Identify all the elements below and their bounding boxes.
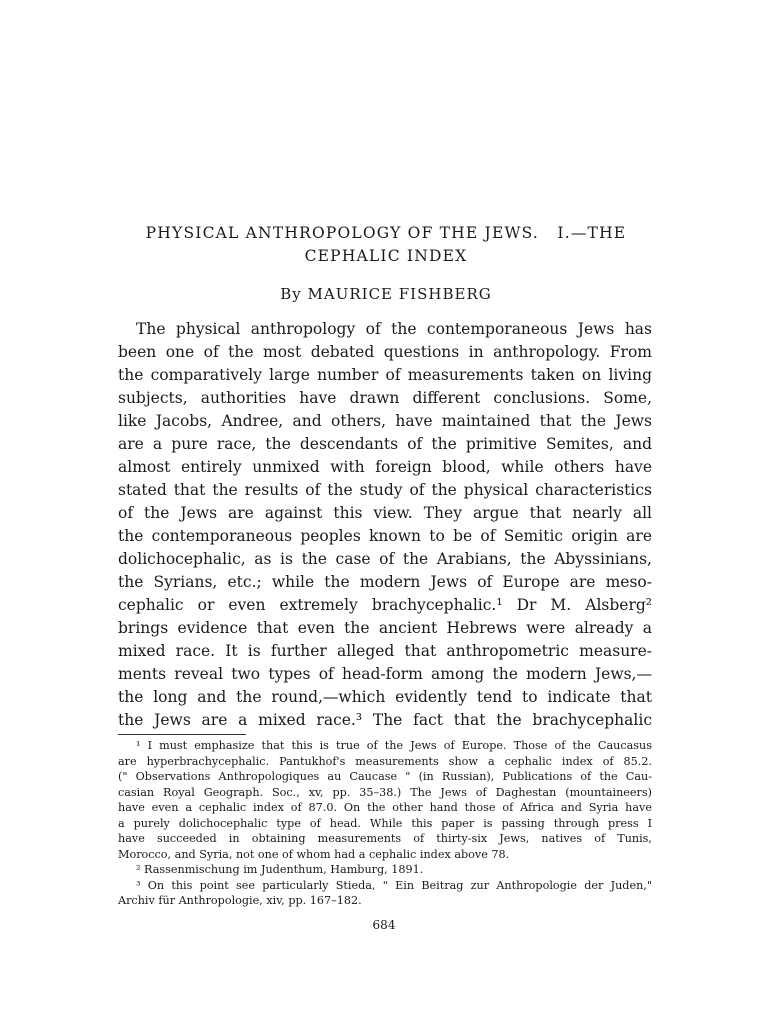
author-byline: By MAURICE FISHBERG [280, 285, 492, 303]
footnotes [118, 738, 652, 909]
footnote-line: ³ On this point see particularly Stieda, " Ein Beitrag zur Anthropologie der Juden," [136, 878, 652, 892]
body-line: the comparatively large number of measurements taken on living [118, 366, 652, 384]
body-line: cephalic or even extremely brachycephalic.¹ Dr M. Alsberg² [118, 596, 652, 614]
footnote-line: have succeeded in obtaining measurements of thirty-six Jews, natives of Tunis, [118, 832, 652, 845]
body-line: brings evidence that even the ancient Hebrews were already a [118, 619, 652, 637]
footnote-line: ¹ I must emphasize that this is true of the Jews of Europe. Those of the Caucasus [136, 739, 652, 752]
body-line: dolichocephalic, as is the case of the Arabians, the Abyssinians, [118, 550, 652, 568]
footnote-line: a purely dolichocephalic type of head. While this paper is passing through press I [118, 816, 652, 830]
page-number: 684 [372, 918, 396, 932]
body-line: been one of the most debated questions in anthropology. From [118, 343, 652, 361]
body-line: subjects, authorities have drawn different conclusions. Some, [118, 389, 652, 407]
body-line: the long and the round,—which evidently tend to indicate that [118, 688, 652, 706]
footnote-line: are hyperbrachycephalic. Pantukhof's measurements show a cephalic index of 85.2. [118, 754, 652, 768]
body-line: mixed race. It is further alleged that anthropometric measure- [118, 642, 652, 660]
article-title [110, 222, 662, 268]
title-line-2: CEPHALIC INDEX [304, 247, 468, 265]
body-paragraph [118, 318, 652, 732]
footnote-line: Archiv für Anthropologie, xiv, pp. 167–182. [118, 894, 362, 907]
body-line: stated that the results of the study of the physical characteristics [118, 481, 652, 499]
body-line: almost entirely unmixed with foreign blood, while others have [118, 458, 652, 476]
footnote-line: (" Observations Anthropologiques au Caucase " (in Russian), Publications of the Cau- [118, 770, 652, 783]
body-line: the contemporaneous peoples known to be of Semitic origin are [118, 527, 652, 545]
footnote-line: Morocco, and Syria, not one of whom had a cephalic index above 78. [118, 847, 510, 861]
body-line: are a pure race, the descendants of the primitive Semites, and [118, 435, 652, 453]
body-line: the Jews are a mixed race.³ The fact that the brachycephalic [118, 711, 652, 729]
title-line-1: PHYSICAL ANTHROPOLOGY OF THE JEWS. I.—THE [145, 224, 627, 242]
footnote-divider [118, 734, 246, 735]
footnote-line: have even a cephalic index of 87.0. On the other hand those of Africa and Syria have [118, 801, 652, 814]
body-line: like Jacobs, Andree, and others, have maintained that the Jews [118, 412, 652, 430]
footnote-line: casian Royal Geograph. Soc., xv, pp. 35–38.) The Jews of Daghestan (mountaineers) [118, 785, 652, 799]
body-line: the Syrians, etc.; while the modern Jews of Europe are meso- [118, 573, 652, 591]
body-line: The physical anthropology of the contemporaneous Jews has [136, 320, 652, 338]
body-line: of the Jews are against this view. They argue that nearly all [118, 504, 652, 522]
footnote-line: ² Rassenmischung im Judenthum, Hamburg, 1891. [136, 863, 424, 876]
body-line: ments reveal two types of head-form among the modern Jews,— [118, 665, 652, 683]
